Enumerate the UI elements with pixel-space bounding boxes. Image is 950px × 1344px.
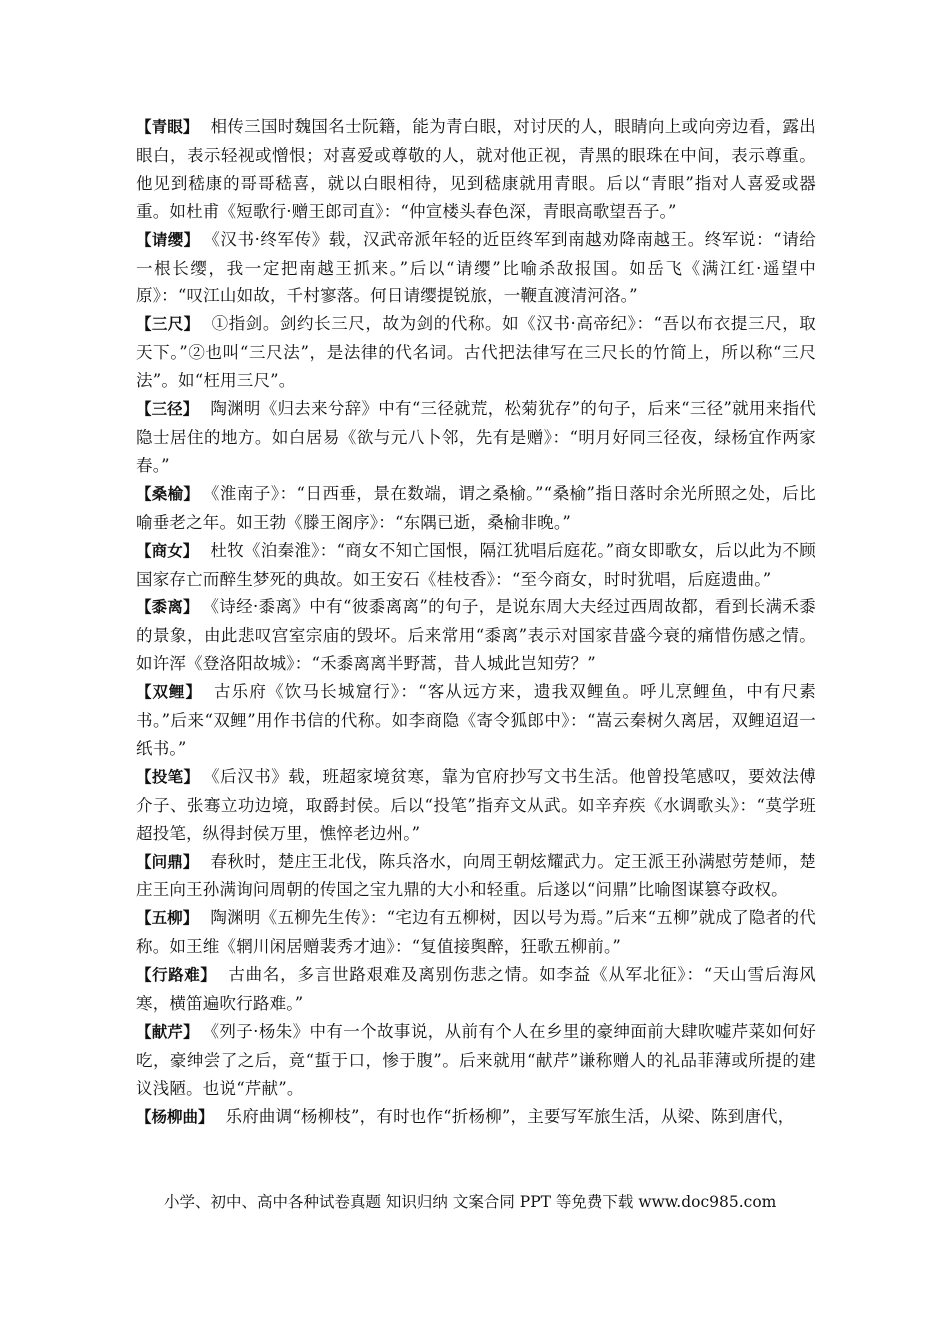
entry-term: 【行路难】 bbox=[136, 966, 217, 985]
entry-shangnv bbox=[136, 537, 816, 594]
entry-qingyan bbox=[136, 113, 816, 226]
entry-text: 古曲名，多言世路艰难及离别伤悲之情。如李益《从军北征》：“天山雪后海风寒，横笛遍吹行路难。” bbox=[136, 965, 816, 1014]
entry-text: 陶渊明《五柳先生传》：“宅边有五柳树，因以号为焉。”后来“五柳”就成了隐者的代称。如王维《辋川闲居赠裴秀才迪》：“复值接舆醉，狂歌五柳前。” bbox=[136, 908, 816, 957]
entry-list bbox=[136, 113, 816, 1132]
entry-text: 乐府曲调“杨柳枝”，有时也作“折杨柳”，主要写军旅生活，从梁、陈到唐代， bbox=[225, 1106, 795, 1126]
entry-term: 【投笔】 bbox=[136, 767, 200, 786]
entry-term: 【三尺】 bbox=[136, 315, 200, 334]
entry-term: 【双鲤】 bbox=[136, 683, 202, 702]
entry-wuliu bbox=[136, 904, 816, 961]
entry-text: 相传三国时魏国名士阮籍，能为青白眼，对讨厌的人，眼睛向上或向旁边看，露出眼白，表示轻视或憎恨；对喜爱或尊敬的人，就对他正视，青黑的眼珠在中间，表示尊重。他见到嵇康的哥哥嵇喜，就以白眼相待，见到嵇康就用青眼。后以“青眼”指对人喜爱或器重。如杜甫《短歌行·赠王郎司直》：“仲宣楼头春色深，青眼高歌望吾子。” bbox=[136, 117, 816, 221]
entry-text: 《列子·杨朱》中有一个故事说，从前有个人在乡里的豪绅面前大肆吹嘘芹菜如何好吃，豪绅尝了之后，竟“蜇于口，惨于腹”。后来就用“献芹”谦称赠人的礼品菲薄或所提的建议浅陋。也说“芹献”。 bbox=[136, 1022, 816, 1098]
entry-toubi bbox=[136, 763, 816, 848]
entry-shuli bbox=[136, 593, 816, 678]
entry-text: 陶渊明《归去来兮辞》中有“三径就荒，松菊犹存”的句子，后来“三径”就用来指代隐士居住的地方。如白居易《欲与元八卜邻，先有是赠》：“明月好同三径夜，绿杨宜作两家春。” bbox=[136, 399, 816, 475]
entry-text: 古乐府《饮马长城窟行》：“客从远方来，遗我双鲤鱼。呼儿烹鲤鱼，中有尺素书。”后来“双鲤”用作书信的代称。如李商隐《寄令狐郎中》：“嵩云秦树久离居，双鲤迢迢一纸书。” bbox=[136, 682, 816, 758]
entry-sanchi bbox=[136, 310, 816, 395]
entry-text: 《后汉书》载，班超家境贫寒，靠为官府抄写文书生活。他曾投笔感叹，要效法傅介子、张骞立功边境，取爵封侯。后以“投笔”指弃文从武。如辛弃疾《水调歌头》：“莫学班超投笔，纵得封侯万里，憔悴老边州。” bbox=[136, 766, 816, 843]
entry-text: 《诗经·黍离》中有“彼黍离离”的句子，是说东周大夫经过西周故都，看到长满禾黍的景象，由此悲叹宫室宗庙的毁坏。后来常用“黍离”表示对国家昔盛今衰的痛惜伤感之情。如许浑《登洛阳故城》：“禾黍离离半野蒿，昔人城此岂知劳？” bbox=[136, 597, 816, 674]
entry-shuangli bbox=[136, 678, 816, 763]
entry-yangliuqu bbox=[136, 1103, 816, 1132]
entry-qingying bbox=[136, 226, 816, 311]
entry-term: 【请缨】 bbox=[136, 230, 200, 249]
entry-text: ①指剑。剑约长三尺，故为剑的代称。如《汉书·高帝纪》：“吾以布衣提三尺，取天下。”②也叫“三尺法”，是法律的代名词。古代把法律写在三尺长的竹简上，所以称“三尺法”。如“枉用三尺”。 bbox=[136, 314, 816, 391]
entry-sangyu bbox=[136, 480, 816, 537]
entry-term: 【桑榆】 bbox=[136, 484, 200, 503]
entry-term: 【杨柳曲】 bbox=[136, 1107, 214, 1126]
entry-term: 【献芹】 bbox=[136, 1023, 199, 1041]
entry-xianqin bbox=[136, 1018, 816, 1103]
entry-text: 《淮南子》：“日西垂，景在数端，谓之桑榆。”“桑榆”指日落时余光所照之处，后比喻垂老之年。如王勃《滕王阁序》：“东隅已逝，桑榆非晚。” bbox=[136, 483, 816, 532]
entry-text: 《汉书·终军传》载，汉武帝派年轻的近臣终军到南越劝降南越王。终军说：“请给一根长缨，我一定把南越王抓来。”后以“请缨”比喻杀敌报国。如岳飞《满江红·遥望中原》：“叹江山如故，千村寥落。何日请缨提锐旅，一鞭直渡清河洛。” bbox=[136, 229, 816, 306]
entry-term: 【五柳】 bbox=[136, 909, 199, 928]
entry-term: 【问鼎】 bbox=[136, 852, 199, 871]
entry-term: 【黍离】 bbox=[136, 598, 199, 617]
entry-term: 【三径】 bbox=[136, 400, 199, 419]
entry-sanjing bbox=[136, 395, 816, 480]
page-footer: 小学、初中、高中各种试卷真题 知识归纳 文案合同 PPT 等免费下载 www.doc985.com bbox=[164, 1193, 777, 1211]
entry-term: 【商女】 bbox=[136, 541, 199, 560]
entry-text: 春秋时，楚庄王北伐，陈兵洛水，向周王朝炫耀武力。定王派王孙满慰劳楚师，楚庄王向王孙满询问周朝的传国之宝九鼎的大小和轻重。后遂以“问鼎”比喻图谋篡夺政权。 bbox=[136, 851, 816, 900]
entry-term: 【青眼】 bbox=[136, 118, 199, 136]
entry-xinglunan bbox=[136, 961, 816, 1018]
entry-text: 杜牧《泊秦淮》：“商女不知亡国恨，隔江犹唱后庭花。”商女即歌女，后以此为不顾国家存亡而醉生梦死的典故。如王安石《桂枝香》：“至今商女，时时犹唱，后庭遗曲。” bbox=[136, 540, 816, 589]
entry-wending bbox=[136, 848, 816, 905]
